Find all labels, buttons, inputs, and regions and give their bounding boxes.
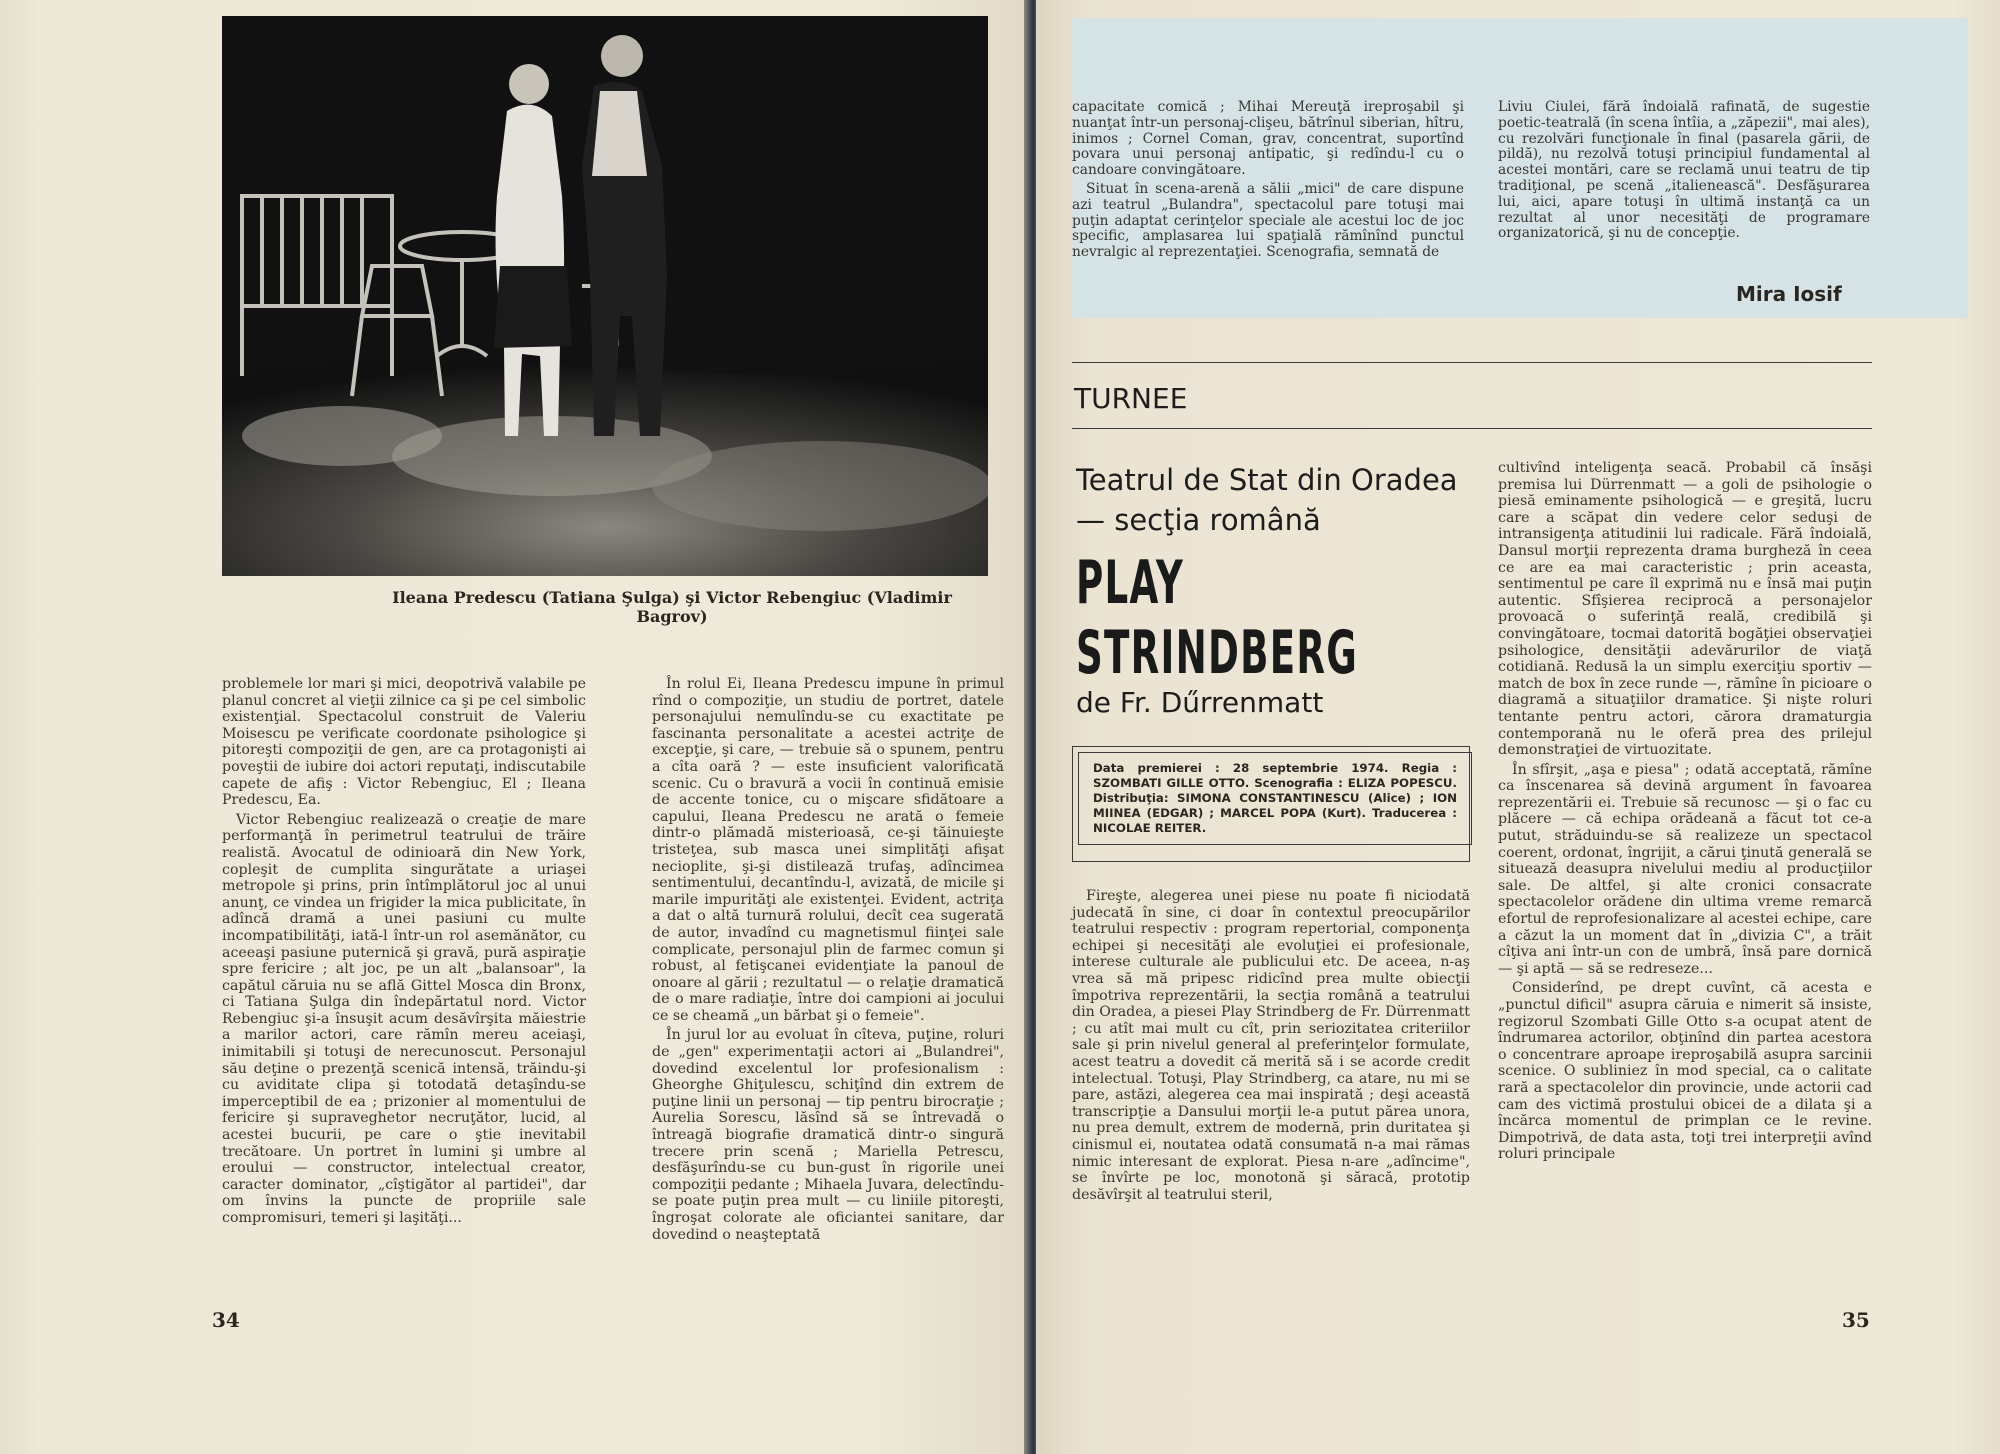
section-heading: TURNEE <box>1074 382 1188 415</box>
section-rule-bottom <box>1072 428 1872 429</box>
play-author: de Fr. Dűrrenmatt <box>1076 686 1324 719</box>
paragraph: În sfîrşit, „aşa e piesa" ; odată acceptată, rămîne ca înscenarea să devină argument în favoarea reprezentării ei. Trebuie să recunosc — şi o fac cu plăcere — că echipa orădeană a făcut tot ce-a putut, străduindu-se să realizeze un spectacol coerent, ordonat, îngrijit, a cărui ţinută generală se situează deasupra nivelului mediu al producţiilor sale. De altfel, şi alte cronici consacrate spectacolelor orădene din ultima vreme remarcă efortul de reprofesionalizare al acestei echipe, care a căzut la un moment dat în „divizia C", a trăit cîţiva ani într-un con de umbră, însă pare dornică — şi aptă — să se redreseze... <box>1498 761 1872 977</box>
photo-caption: Ileana Predescu (Tatiana Şulga) şi Victor Rebengiuc (Vladimir Bagrov) <box>392 588 952 626</box>
top-column-1 <box>1072 100 1464 264</box>
theatre-name <box>1076 460 1486 540</box>
left-column-1 <box>222 676 586 1230</box>
paragraph: Liviu Ciulei, fără îndoială rafinată, de sugestie poetic-teatrală (în scena întîia, a „zăpezii", mai ales), cu rezolvări funcţionale în final (pasarela gării, de pildă), nu rezolvă totuşi principiul fundamental al acestei montări, care se reclamă unui teatru de tip tradiţional, pe scenă „italienească". Desfăşurarea lui, aici, apare totuşi în ultimă instanţă ca un rezultat al unor necesităţi de programare organizatorică, şi nu de concepţie. <box>1498 99 1870 242</box>
review-signature: Mira Iosif <box>1736 282 1842 306</box>
play-title-line-2: STRINDBERG <box>1076 618 1359 688</box>
paragraph: Situat în scena-arenă a sălii „mici" de care dispune azi teatrul „Bulandra", spectacolul pare totuşi mai puţin adaptat cerinţelor speciale ale acestui loc de joc specific, amplasarea lui spaţială rămînînd punctul nevralgic al reprezentaţiei. Scenografia, semnată de <box>1072 180 1464 261</box>
left-column-2 <box>652 676 1004 1246</box>
play-title-line-1: PLAY <box>1076 548 1185 618</box>
section-rule-top <box>1072 362 1872 363</box>
paragraph: Considerînd, pe drept cuvînt, că acesta e „punctul dificil" asupra căruia e nimerit să insiste, regizorul Szombati Gille Otto s-a ocupat atent de îndrumarea actorilor, obţinînd din partea acestora o concentrare aproape ireproşabilă asupra sarcinii scenice. O subliniez în mod special, ca o calitate rară a spectacolelor din provincie, unde actorii cad cam des victimă prostului obicei de a dilata şi a încărca momentul de primplan ce le revine. Dimpotrivă, de data asta, toţi trei interpreţii avînd roluri principale <box>1498 980 1872 1163</box>
premiere-info-box: Data premierei : 28 septembrie 1974. Regia : SZOMBATI GILLE OTTO. Scenografia : ELIZA POPESCU. Distribuţia: SIMONA CONSTANTINESCU (Alice) ; ION MIINEA (EDGAR) ; MARCEL POPA (Kurt). Traducerea : NICOLAE REITER. <box>1078 752 1472 845</box>
article-column-2 <box>1498 460 1872 1166</box>
play-title <box>1076 548 1359 688</box>
paragraph: cultivînd inteligenţa seacă. Probabil că însăşi premisa lui Dürrenmatt — a goli de psihologie o piesă eminamente psihologică — e greşită, lucru care a scăpat din vedere celor seduşi de intransigenţa atitudinii lui radicale. Fără îndoială, Dansul morţii reprezenta drama burgheză în ceea ce are ea mai caracteristic ; prin aceasta, sentimentul pe care îl exprimă nu e însă mai puţin autentic. Sfîşierea reciprocă a personajelor provoacă o suferinţă reală, credibilă şi convingătoare, tocmai datorită bogăţiei observaţiei psihologice, densităţii adevărurilor de viaţă cotidiană. Redusă la un simplu exerciţiu sportiv — match de box în zece runde —, rămîne în picioare o diagramă a situaţiilor dramatice. Şi nişte roluri tentante pentru actori, cărora dramaturgia contemporană nu le oferă prea des prilejul demonstraţiei de virtuozitate. <box>1498 460 1872 759</box>
page-number-right: 35 <box>1842 1308 1870 1332</box>
paragraph: Victor Rebengiuc realizează o creaţie de mare performanţă în perimetrul teatrului de trăire realistă. Avocatul de odinioară din New York, copleşit de cumplita singurătate a uriaşei metropole şi prins, prin întîmplătorul joc al unui anunţ, ce vindea un frigider la mica publicitate, în adîncă dramă a unei pasiuni cu multe incompatibilităţi, iată-l într-un rol asemănător, cu aceeaşi pasiune puternică şi gravă, pură aspiraţie spre fericire ; alt joc, pe un alt „balansoar", la capătul căruia nu se află Gittel Mosca din Bronx, ci Tatiana Şulga din îndepărtatul nord. Victor Rebengiuc şi-a însuşit acum desăvîrşita măiestrie a marilor actori, care rămîn mereu aceiaşi, inimitabili şi totuşi de nerecunoscut. Personajul său deţine o prezenţă scenică intensă, trăindu-şi cu aviditate clipa şi totodată detaşîndu-se imperceptibil de ea ; prizonier al momentului de fericire şi supraveghetor necruţător, lucid, al acestei bucurii, pe care o ştie inevitabil trecătoare. Un portret în lumini şi umbre al eroului — constructor, intelectual creator, caracter dominator, „cîştigător al partidei", dar om învins la puncte de propriile sale compromisuri, temeri şi laşităţi... <box>222 811 586 1226</box>
right-page <box>1036 0 2000 1454</box>
stage-photo-image <box>222 16 988 576</box>
article-column-1 <box>1072 888 1470 1206</box>
paragraph: În jurul lor au evoluat în cîteva, puţine, roluri de „gen" experimentaţii actori ai „Bulandrei", dovedind excelentul lor profesionalism : Gheorghe Ghiţulescu, schiţînd din extrem de puţine linii un personaj — tip pentru birocraţie ; Aurelia Sorescu, lăsînd să se întrevadă o întreagă biografie dramatică dintr-o singură trecere prin scenă ; Mariella Petrescu, desfăşurîndu-se cu bun-gust în rigorile unei compoziţii pedante ; Mihaela Juvara, delectîndu-se poate puţin prea mult — cu liniile pitoreşti, îngroşat colorate ale oficiantei sanitare, dar dovedind o neaşteptată <box>652 1027 1004 1243</box>
theatre-line-1: Teatrul de Stat din Oradea <box>1076 463 1458 497</box>
paragraph: Fireşte, alegerea unei piese nu poate fi niciodată judecată în sine, ci doar în contextul preocupărilor teatrului respectiv : program repertorial, componenţa echipei şi necesităţi ale evoluţiei ei profesionale, interese culturale ale publicului etc. De aceea, n-aş vrea să mă pripesc ridicînd prea multe obiecţii împotriva reprezentării, la secţia română a teatrului din Oradea, a piesei Play Strindberg de Fr. Dürrenmatt ; cu atît mai mult cu cît, prin seriozitatea criteriilor sale şi prin nivelul general al preferinţelor formulate, acest teatru a dovedit că merită să i se acorde credit intelectual. Totuşi, Play Strindberg, ca atare, nu mi se pare, astăzi, alegerea cea mai inspirată ; deşi această transcripţie a Dansului morţii le-a putut părea unora, nu prea demult, extrem de modernă, prin duritatea şi cinismul ei, noutatea odată consumată n-a mai rămas nimic interesant de explorat. Piesa n-are „adîncime", se învîrte pe loc, monotonă şi săracă, prototip desăvîrşit al teatrului steril, <box>1072 888 1470 1203</box>
top-column-2 <box>1498 100 1870 245</box>
page-number-left: 34 <box>212 1308 240 1332</box>
paragraph: problemele lor mari şi mici, deopotrivă valabile pe planul concret al vieţii zilnice ca şi pe cel simbolic existenţial. Spectacolul construit de Valeriu Moisescu pe verificate coordonate psihologice şi pitoreşti compoziţii de gen, are ca protagonişti ai poveştii de iubire doi actori reputaţi, indiscutabile capete de afiş : Victor Rebengiuc, El ; Ileana Predescu, Ea. <box>222 676 586 809</box>
stage-photo <box>222 16 988 576</box>
theatre-line-2: — secţia română <box>1076 503 1321 537</box>
paragraph: În rolul Ei, Ileana Predescu impune în primul rînd o compoziţie, un studiu de portret, datele personajului nemulîndu-se cu exactitate pe fascinanta personalitate a acestei actriţe de excepţie, şi care, — trebuie să o spunem, pentru a cîta oară ? — este insuficient valorificată scenic. Cu o bravură a vocii în continuă emisie de accente tonice, cu o mişcare sfidătoare a capului, Ileana Predescu ne arată o femeie dintr-o plămadă misterioasă, ce-şi tăinuieşte tristeţea, sub masca unei simplităţi afişat necioplite, şi-şi distilează trufaş, adîncimea sentimentului, decantîndu-l, avizată, de micile şi marile impurităţi ale existenţei. Evident, actriţa a dat o altă turnură rolului, decît cea sugerată de autor, invadînd cu magnetismul fiinţei sale complicate, personajul plin de farmec comun şi robust, al fetişcanei evidenţiate la panoul de onoare al gării ; rezultatul — o relaţie dramatică de o mare radiaţie, între doi campioni ai jocului ce se cheamă „un bărbat şi o femeie". <box>652 676 1004 1024</box>
paragraph: capacitate comică ; Mihai Mereuţă ireproşabil şi nuanţat într-un personaj-clişeu, bătrînul siberian, hîtru, inimos ; Cornel Coman, grav, concentrat, suportînd povara unui personaj antipatic, şi redîndu-l cu o candoare convingătoare. <box>1072 99 1464 179</box>
